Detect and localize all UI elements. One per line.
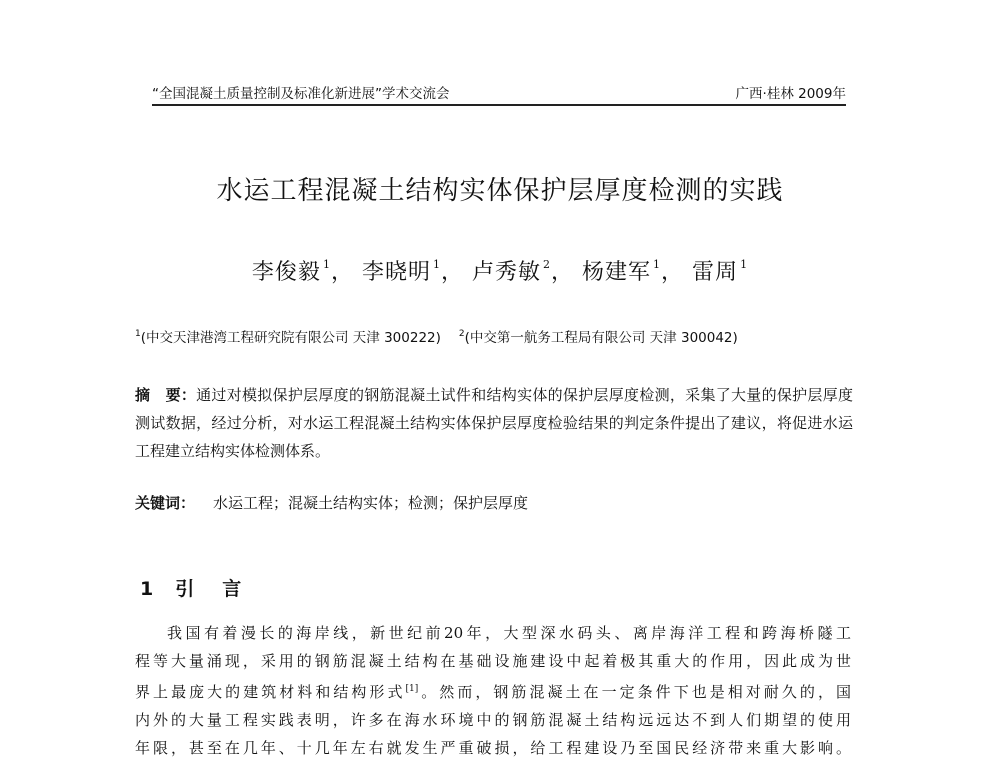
- author: 卢秀敏 $^2$，: [471, 258, 575, 285]
- conference-name: “全国混凝土质量控制及标准化新进展”学术交流会: [152, 86, 450, 102]
- author: 李晓明 $^1$，: [361, 258, 464, 285]
- intro-paragraph: [135, 619, 851, 762]
- author: 李俊毅 $^1$，: [251, 258, 354, 285]
- paragraph-line: 年限，甚至在几年、十几年左右就发生严重破损，给工程建设乃至国民经济带来重大影响。: [135, 739, 851, 757]
- author: 杨建军 $^1$，: [582, 258, 685, 285]
- section-number: 1: [140, 578, 154, 600]
- affiliation-2: $^2$(中交第一航务工程局有限公司 天津 300042): [458, 329, 738, 346]
- affiliation-1: $^1$(中交天津港湾工程研究院有限公司 天津 300222): [135, 329, 441, 346]
- keywords-text: 水运工程；混凝土结构实体；检测；保护层厚度: [213, 494, 529, 512]
- keywords: [135, 492, 853, 513]
- affiliation-mark: 2: [543, 258, 551, 271]
- paragraph-line: 程等大量涌现，采用的钢筋混凝土结构在基础设施建设中起着极其重大的作用，因此成为世: [135, 652, 851, 670]
- affiliation-mark: 1: [740, 258, 749, 271]
- paragraph-line: 内外的大量工程实践表明，许多在海水环境中的钢筋混凝土结构远远达不到人们期望的使用: [135, 711, 851, 729]
- section-heading: [140, 574, 269, 601]
- abstract: [135, 381, 853, 465]
- affiliation-mark: 1: [322, 258, 331, 271]
- location-year: 广西·桂林 2009年: [735, 86, 846, 102]
- paper-title: 水运工程混凝土结构实体保护层厚度检测的实践: [216, 176, 784, 206]
- abstract-label: 摘 要：: [135, 386, 197, 404]
- abstract-text: 通过对模拟保护层厚度的钢筋混凝土试件和结构实体的保护层厚度检测，采集了大量的保护层厚度测试数据，经过分析，对水运工程混凝土结构实体保护层厚度检验结果的判定条件提出了建议，将促进水运工程建立结构实体检测体系。: [135, 386, 853, 460]
- citation-ref: [1]: [405, 684, 419, 694]
- affiliation-mark: 1: [653, 258, 662, 271]
- author-list: [0, 255, 1000, 286]
- paragraph-line: 界上最庞大的建筑材料和结构形式[1]。然而，钢筋混凝土在一定条件下也是相对耐久的，国: [135, 683, 851, 701]
- author: 雷周 $^1$: [692, 258, 749, 285]
- keywords-label: 关键词：: [135, 494, 196, 512]
- affiliation-mark: 1: [432, 258, 441, 271]
- paragraph-line: 我国有着漫长的海岸线，新世纪前20年，大型深水码头、离岸海洋工程和跨海桥隧工: [167, 624, 851, 642]
- running-header: [152, 80, 846, 106]
- affiliations: [135, 326, 855, 346]
- section-title: 引言: [175, 578, 270, 600]
